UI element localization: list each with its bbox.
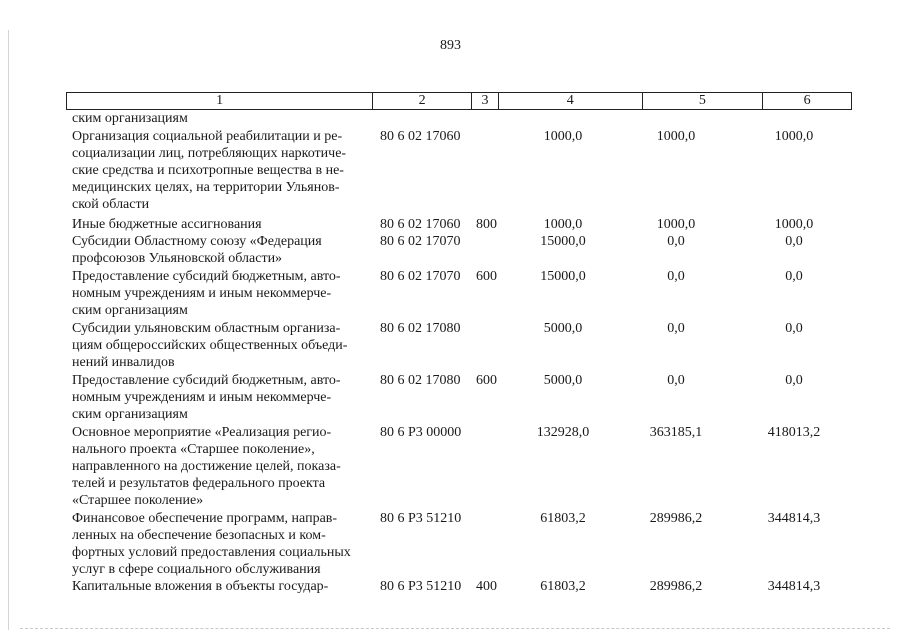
row-description: Иные бюджетные ассигнования [72,217,262,232]
row-description: Капитальные вложения в объекты государ- [72,579,329,594]
row-code: 80 6 P3 51210 [380,579,462,594]
row-value-col6: 1000,0 [774,217,814,232]
row-code: 80 6 02 17060 [380,217,461,232]
row-type: 600 [476,269,497,284]
scan-edge-bottom [20,628,890,630]
row-value-col6: 344814,3 [767,579,821,594]
row-code: 80 6 02 17070 [380,269,461,284]
scan-edge-left [8,30,9,630]
row-value-col5: 289986,2 [649,511,703,526]
row-value-col4: 1000,0 [543,129,583,144]
header-col-6: 6 [803,93,811,108]
row-description: Основное мероприятие «Реализация регио- нального проекта «Старшее поколение», направленного на достижение целей, показа- телей и результатов федерального проекта «Старшее поколение» [72,425,341,508]
row-value-col6: 0,0 [785,269,803,284]
row-value-col4: 5000,0 [543,321,583,336]
row-value-col6: 1000,0 [774,129,814,144]
row-value-col5: 0,0 [667,321,685,336]
header-col-5: 5 [643,93,764,109]
row-value-col4: 132928,0 [536,425,590,440]
row-description: ским организациям [72,111,188,126]
row-value-col5: 0,0 [667,373,685,388]
row-value-col4: 15000,0 [540,269,586,284]
row-code: 80 6 P3 00000 [380,425,462,440]
row-value-col5: 0,0 [667,269,685,284]
row-value-col6: 344814,3 [767,511,821,526]
row-description: Финансовое обеспечение программ, направ- ленных на обеспечение безопасных и ком- фортных условий предоставления социальных услуг в сфере социального обслуживания [72,511,351,577]
row-description: Предоставление субсидий бюджетным, авто- номным учреждениям и иным некоммерче- ским организациям [72,269,341,318]
row-value-col6: 0,0 [785,321,803,336]
row-value-col5: 1000,0 [656,129,696,144]
row-value-col4: 61803,2 [540,511,586,526]
row-value-col6: 0,0 [785,234,803,249]
header-col-4: 4 [499,93,643,109]
row-description: Субсидии ульяновским областным организа- циям общероссийских общественных объеди- нений инвалидов [72,321,348,370]
row-value-col5: 0,0 [667,234,685,249]
header-col-1: 1 [67,93,373,109]
row-code: 80 6 P3 51210 [380,511,462,526]
header-col-3: 3 [472,93,499,109]
row-value-col5: 289986,2 [649,579,703,594]
row-value-col6: 418013,2 [767,425,821,440]
row-value-col4: 1000,0 [543,217,583,232]
header-col-2: 2 [373,93,472,109]
page-number: 893 [440,38,461,53]
row-value-col4: 5000,0 [543,373,583,388]
row-description: Организация социальной реабилитации и ре- социализации лиц, потребляющих наркотиче- ские средства и психотропные вещества в не- медицинских целях, на территории Ульянов- ской области [72,129,347,212]
row-value-col5: 1000,0 [656,217,696,232]
table-header-row [66,92,852,110]
row-code: 80 6 02 17080 [380,373,461,388]
row-value-col6: 0,0 [785,373,803,388]
row-type: 600 [476,373,497,388]
row-code: 80 6 02 17070 [380,234,461,249]
row-type: 400 [476,579,497,594]
row-description: Предоставление субсидий бюджетным, авто- номным учреждениям и иным некоммерче- ским организациям [72,373,341,422]
row-description: Субсидии Областному союзу «Федерация профсоюзов Ульяновской области» [72,234,322,266]
row-code: 80 6 02 17080 [380,321,461,336]
row-type: 800 [476,217,497,232]
row-value-col4: 61803,2 [540,579,586,594]
row-value-col5: 363185,1 [649,425,703,440]
row-code: 80 6 02 17060 [380,129,461,144]
row-value-col4: 15000,0 [540,234,586,249]
